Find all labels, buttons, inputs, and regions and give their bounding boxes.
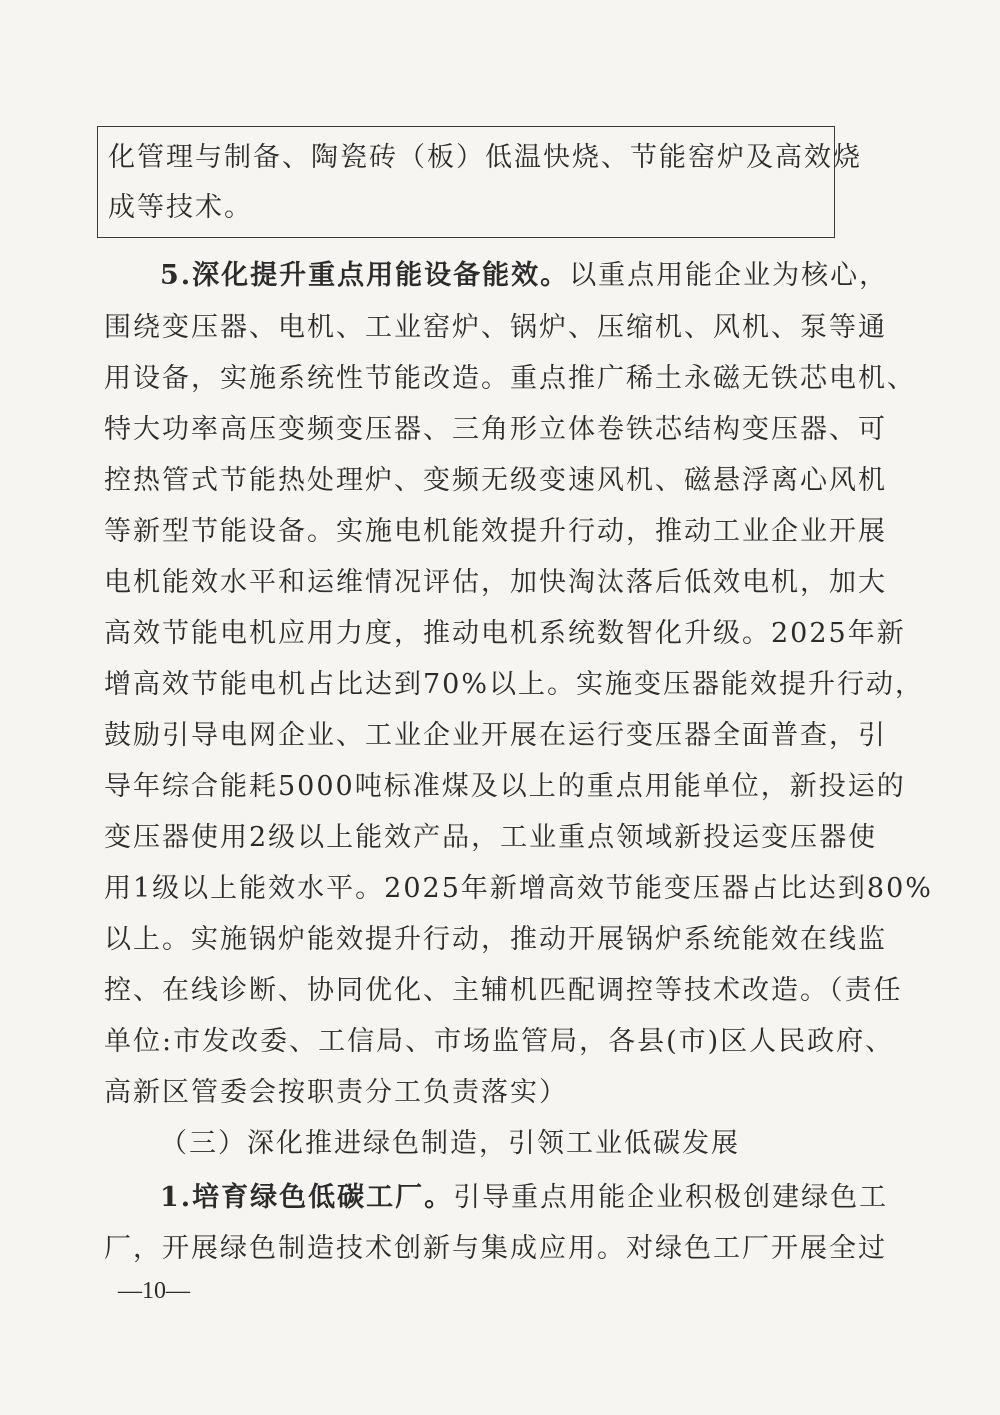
section5-line: 导年综合能耗5000吨标准煤及以上的重点用能单位，新投运的	[104, 771, 906, 802]
section5-line: 控热管式节能热处理炉、变频无级变速风机、磁悬浮离心风机	[104, 465, 887, 496]
box-line-2: 成等技术。	[108, 192, 253, 223]
section5-line: 控、在线诊断、协同优化、主辅机匹配调控等技术改造。（责任	[104, 975, 903, 1006]
section5-line: 单位:市发改委、工信局、市场监管局，各县(市)区人民政府、	[104, 1026, 895, 1057]
section1-first-line	[104, 1180, 889, 1218]
section5-line: 高效节能电机应用力度，推动电机系统数智化升级。2025年新	[104, 618, 906, 649]
section5-line: 围绕变压器、电机、工业窑炉、锅炉、压缩机、风机、泵等通	[104, 312, 887, 343]
page-number: —10—	[118, 1278, 190, 1304]
section5-first-line	[104, 258, 889, 296]
section1-heading: 1.培育绿色低碳工厂。	[160, 1182, 454, 1213]
section5-heading: 5.深化提升重点用能设备能效。	[160, 260, 570, 291]
section5-line-0: 以重点用能企业为核心，	[569, 260, 889, 291]
section1-line-0: 引导重点用能企业积极创建绿色工	[453, 1182, 889, 1213]
box-line-1: 化管理与制备、陶瓷砖（板）低温快烧、节能窑炉及高效烧	[108, 142, 862, 173]
section5-line: 变压器使用2级以上能效产品，工业重点领域新投运变压器使	[104, 822, 878, 853]
section5-line: 用设备，实施系统性节能改造。重点推广稀土永磁无铁芯电机、	[104, 363, 916, 394]
section3-heading: （三）深化推进绿色制造，引领工业低碳发展	[160, 1128, 740, 1159]
section5-line: 鼓励引导电网企业、工业企业开展在运行变压器全面普查，引	[104, 720, 887, 751]
section5-line: 用1级以上能效水平。2025年新增高效节能变压器占比达到80%	[104, 873, 933, 904]
section5-line: 等新型节能设备。实施电机能效提升行动，推动工业企业开展	[104, 516, 887, 547]
section5-line: 电机能效水平和运维情况评估，加快淘汰落后低效电机，加大	[104, 567, 887, 598]
section5-line: 以上。实施锅炉能效提升行动，推动开展锅炉系统能效在线监	[104, 924, 887, 955]
section1-line: 厂，开展绿色制造技术创新与集成应用。对绿色工厂开展全过	[104, 1233, 887, 1264]
section5-line: 高新区管委会按职责分工负责落实）	[104, 1077, 568, 1108]
section5-line: 增高效节能电机占比达到70%以上。实施变压器能效提升行动，	[104, 669, 925, 700]
section5-line: 特大功率高压变频变压器、三角形立体卷铁芯结构变压器、可	[104, 414, 887, 445]
